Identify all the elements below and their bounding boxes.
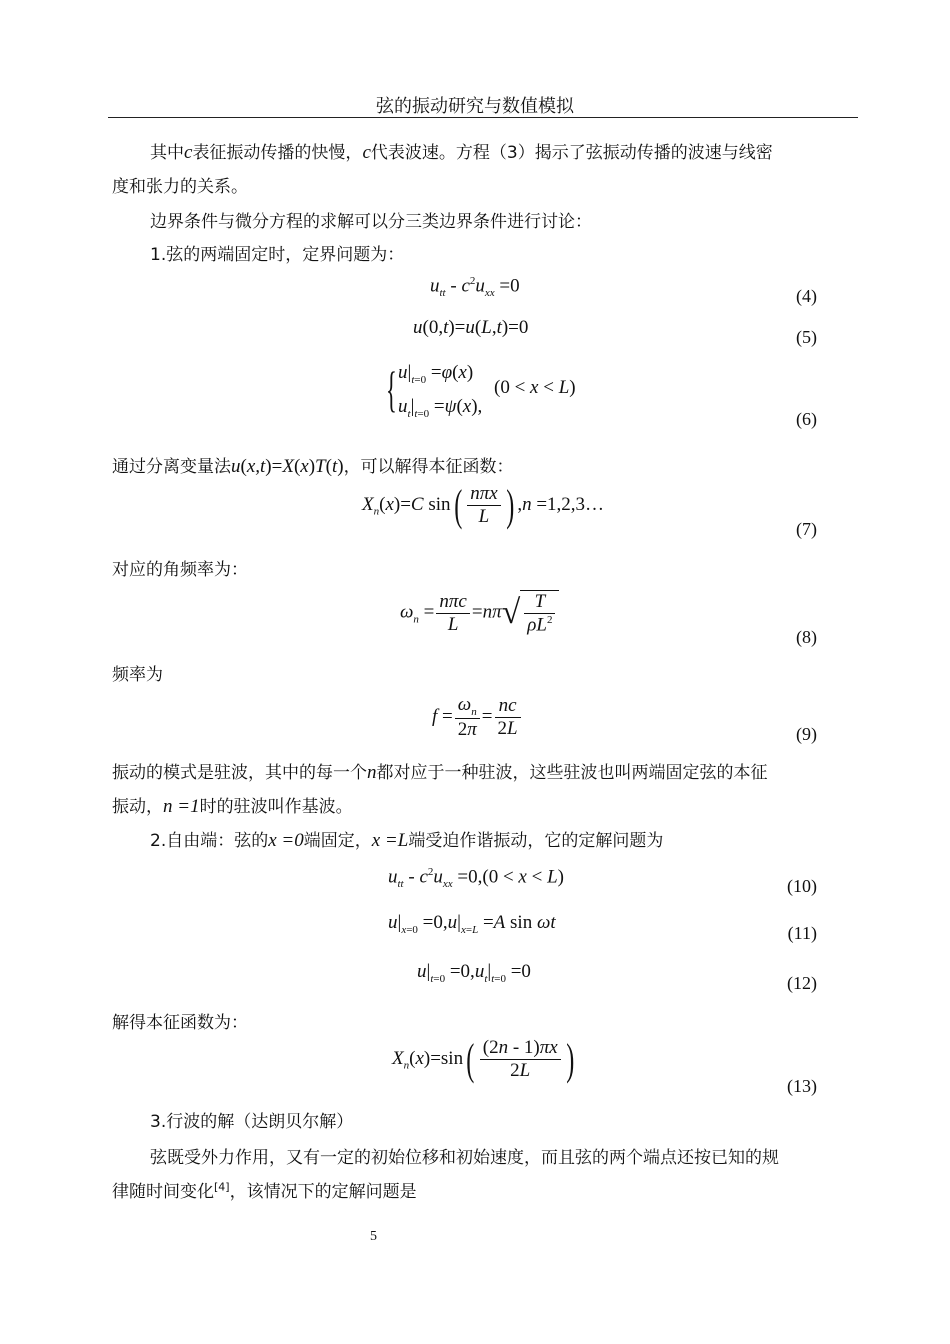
equation-10: $u_{tt} - c^2u_{xx} =0,(0 < x < L)$: [388, 866, 564, 891]
equation-7: $X_n(x)=C$ sin( $\frac{\text{nπx}}{L}$ ) ,n =1,2,3…: [362, 480, 605, 530]
equation-number-12: (12): [787, 973, 817, 993]
equation-13: $X_n(x)=\sin$( $\frac{(2n - 1)\pi x}{2L}$ ): [392, 1034, 575, 1084]
paragraph-8: 2.自由端：弦的x =0端固定，x =L端受迫作谐振动，它的定解问题为: [150, 830, 664, 851]
equation-12: $u|_{t=0} =0,u_t|_{t=0} =0$: [417, 961, 531, 985]
equation-number-8: (8): [796, 627, 817, 647]
equation-11: $u|_{x=0} =0,u|_{x=L} =A$ sin ωt: [388, 912, 556, 936]
equation-number-10: (10): [787, 876, 817, 896]
header-rule: [108, 117, 858, 118]
paragraph-11-line-1: 弦既受外力作用，又有一定的初始位移和初始速度，而且弦的两个端点还按已知的规: [150, 1148, 779, 1168]
equation-number-11: (11): [787, 923, 817, 943]
equation-number-9: (9): [796, 724, 817, 744]
equation-5: u(0,t)=u(L,t)=0: [413, 317, 529, 338]
equation-number-5: (5): [796, 327, 817, 347]
equation-4: $u_{tt} - c^2u_{xx} =0$: [430, 275, 520, 300]
equation-number-13: (13): [787, 1076, 817, 1096]
paragraph-5: 对应的角频率为：: [112, 560, 248, 580]
equation-8: $\omega_n$ = $\frac{\text{nπc}}{L}$ =nπ√ $\frac{T}{\rho L^2}$: [400, 590, 559, 636]
equation-9: f = $\frac{\omega_n}{2\pi}$ = $\frac{nc}{2L}$: [432, 694, 523, 741]
equation-number-4: (4): [796, 286, 817, 306]
paragraph-11-line-2: 律随时间变化[4]，该情况下的定解问题是: [112, 1180, 417, 1202]
paragraph-9: 解得本征函数为：: [112, 1013, 248, 1033]
equation-number-7: (7): [796, 519, 817, 539]
paragraph-7-line-1: 振动的模式是驻波，其中的每一个n都对应于一种驻波，这些驻波也叫两端固定弦的本征: [112, 762, 768, 783]
paragraph-3: 1.弦的两端固定时，定界问题为：: [150, 245, 405, 265]
paragraph-1-line-1: 其中c表征振动传播的快慢，c代表波速。方程（3）揭示了弦振动传播的波速与线密: [150, 142, 773, 163]
page-number: 5: [370, 1229, 377, 1244]
paragraph-1-line-2: 度和张力的关系。: [112, 177, 248, 197]
equation-number-6: (6): [796, 409, 817, 429]
paragraph-10: 3.行波的解（达朗贝尔解）: [150, 1112, 354, 1132]
page-header-title: 弦的振动研究与数值模拟: [376, 96, 574, 117]
paragraph-6: 频率为: [112, 665, 163, 685]
citation-4: [4]: [214, 1180, 230, 1194]
paragraph-4: 通过分离变量法u(x,t)=X(x)T(t)，可以解得本征函数：: [112, 456, 514, 477]
paragraph-2: 边界条件与微分方程的求解可以分三类边界条件进行讨论：: [150, 212, 592, 232]
paragraph-7-line-2: 振动，n =1时的驻波叫作基波。: [112, 796, 353, 817]
